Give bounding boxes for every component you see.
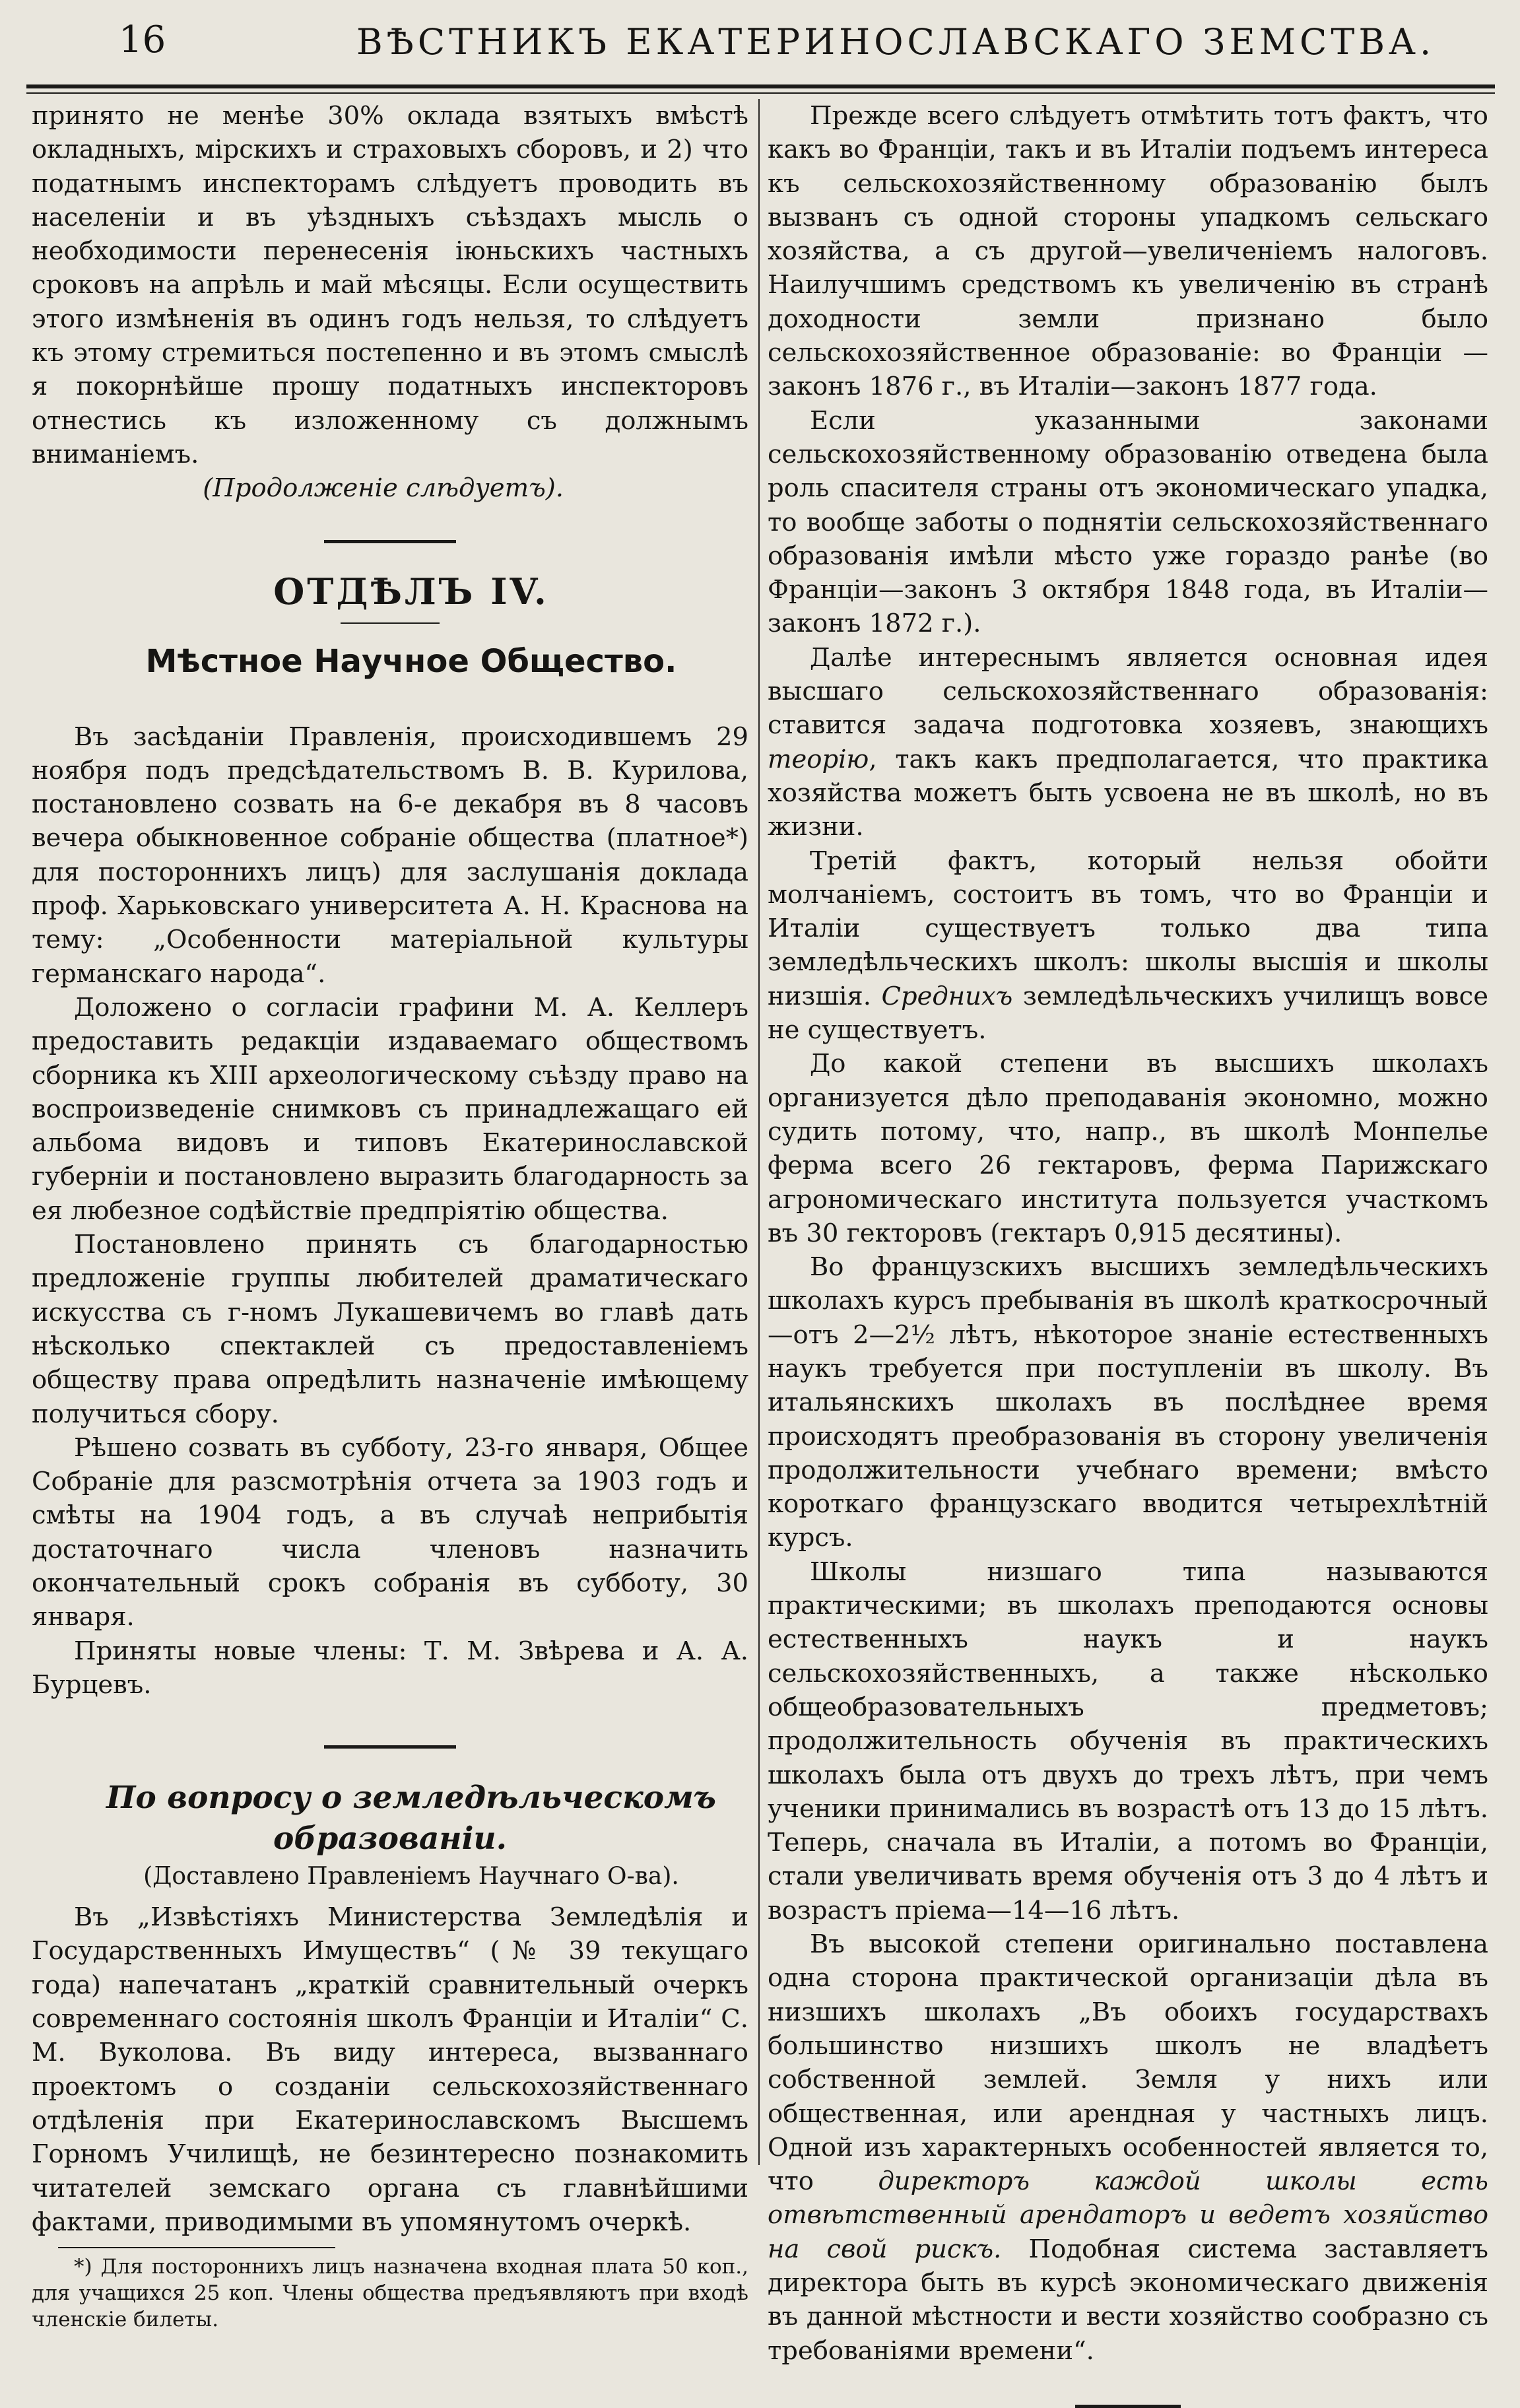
section-heading: ОТДѢЛЪ IV. xyxy=(273,570,549,613)
paragraph: Постановлено принять съ благодарностью предложеніе группы любителей драматическаго искусства съ г-номъ Лукашевичемъ во главѣ дать нѣсколько спектаклей съ предоставленіемъ обществу права опредѣлить назначеніе имѣющему получиться сбору. xyxy=(32,1230,748,1429)
footnote: *) Для постороннихъ лицъ назначена входная плата 50 коп., для учащихся 25 коп. Члены общества предъявляютъ при входѣ членскіе билеты. xyxy=(32,2255,748,2332)
article-heading: По вопросу о земледѣльческомъ образованіи. xyxy=(106,1780,716,1857)
separator-rule xyxy=(341,622,440,624)
paragraph: Приняты новые члены: Т. М. Звѣрева и А. А. Бурцевъ. xyxy=(32,1636,748,1700)
italic-text: теорію xyxy=(768,744,869,774)
column-divider xyxy=(758,99,760,2165)
paragraph: Доложено о согласіи графини М. А. Келлеръ предоставить редакціи издаваемаго обществомъ сборника къ XIII археологическому съѣзду право на воспроизведеніе снимковъ съ принадлежащаго ей альбома видовъ и типовъ Екатеринославской губерніи и постановлено выразить благодарность за ея любезное содѣйствіе предпріятію общества. xyxy=(32,992,748,1226)
continued-note: (Продолженіе слѣдуетъ). xyxy=(203,473,564,504)
separator-rule xyxy=(324,540,456,543)
text: земледѣльческихъ училищъ вовсе не существуетъ. xyxy=(768,981,1488,1046)
page-number: 16 xyxy=(119,18,166,61)
right-column xyxy=(768,99,1488,2408)
byline: (Доставлено Правленіемъ Научнаго О-ва). xyxy=(143,1863,679,1890)
paragraph: Въ засѣданіи Правленія, происходившемъ 29 ноября подъ предсѣдательствомъ В. В. Курилова, постановлено созвать на 6-е декабря въ 8 часовъ вечера обыкновенное собраніе общества (платное*) для постороннихъ лицъ) для заслушанія доклада проф. Харьковскаго университета А. Н. Краснова на тему: „Особенности матеріальной культуры германскаго народа“. xyxy=(32,721,748,989)
paragraph: Прежде всего слѣдуетъ отмѣтить тотъ фактъ, что какъ во Франціи, такъ и въ Италіи подъемъ интереса къ сельскохозяйственному образованію былъ вызванъ съ одной стороны упадкомъ сельскаго хозяйства, а съ другой—увеличеніемъ налоговъ. Наилучшимъ средствомъ къ увеличенію въ странѣ доходности земли признано было сельскохозяйственное образованіе: во Франціи — законъ 1876 г., въ Италіи—законъ 1877 года. xyxy=(768,101,1488,402)
paragraph xyxy=(768,641,1488,844)
text: Въ высокой степени оригинально поставлена одна сторона практической организаціи дѣла въ низшихъ школахъ „Въ обоихъ государствахъ большинство низшихъ школъ не владѣетъ собственной землей. Земля у нихъ или общественная, или арендная у частныхъ лицъ. Одной изъ характерныхъ особенностей является то, что xyxy=(768,1929,1488,2197)
paragraph: Если указанными законами сельскохозяйственному образованію отведена была роль спасителя страны отъ экономическаго упадка, то вообще заботы о поднятіи сельскохозяйственнаго образованія имѣли мѣсто уже гораздо ранѣе (во Франціи—законъ 3 октября 1848 года, въ Италіи—законъ 1872 г.). xyxy=(768,405,1488,639)
footnote-rule xyxy=(58,2247,335,2248)
text: Далѣе интереснымъ является основная идея высшаго сельскохозяйственнаго образованія: ставится задача подготовка хозяевъ, знающихъ xyxy=(768,642,1488,741)
paragraph xyxy=(768,844,1488,1048)
separator-rule xyxy=(324,1745,456,1749)
header-rule-thin xyxy=(26,92,1495,94)
text: Третій фактъ, который нельзя обойти молчаніемъ, состоитъ въ томъ, что во Франціи и Италіи существуетъ только два типа земледѣльческихъ школъ: школы высшія и школы низшія. xyxy=(768,846,1488,1011)
text: Подобная система заставляетъ директора быть въ курсѣ экономическаго движенія въ данной мѣстности и вести хозяйство сообразно съ требованіями времени“. xyxy=(768,2234,1488,2366)
italic-text: Среднихъ xyxy=(881,981,1013,1011)
header-rule xyxy=(26,84,1495,88)
paragraph xyxy=(768,1927,1488,2368)
left-column xyxy=(32,99,748,2333)
paragraph: Школы низшаго типа называются практическими; въ школахъ преподаются основы естественныхъ наукъ и наукъ сельскохозяйственныхъ, а также нѣсколько общеобразовательныхъ предметовъ; продолжительность обученія въ практическихъ школахъ была отъ двухъ до трехъ лѣтъ, при чемъ ученики принимались въ возрастѣ отъ 13 до 15 лѣтъ. Теперь, сначала въ Италіи, а потомъ во Франціи, стали увеличивать время обученія отъ 3 до 4 лѣтъ и возрастъ пріема—14—16 лѣтъ. xyxy=(768,1556,1488,1925)
paragraph: Рѣшено созвать въ субботу, 23-го января, Общее Собраніе для разсмотрѣнія отчета за 1903 годъ и смѣты на 1904 годъ, а въ случаѣ неприбытія достаточнаго числа членовъ назначить окончательный срокъ собранія въ субботу, 30 января. xyxy=(32,1432,748,1632)
page-header xyxy=(26,12,1495,78)
paragraph: До какой степени въ высшихъ школахъ организуется дѣло преподаванія экономно, можно судить потому, что, напр., въ школѣ Монпелье ферма всего 26 гектаровъ, ферма Парижскаго агрономическаго института пользуется участкомъ въ 30 гекторовъ (гектаръ 0,915 десятины). xyxy=(768,1049,1488,1248)
paragraph: принято не менѣе 30% оклада взятыхъ вмѣстѣ окладныхъ, мірскихъ и страховыхъ сборовъ, и 2) что податнымъ инспекторамъ слѣдуетъ проводить въ населеніи и въ уѣздныхъ съѣздахъ мысль о необходимости перенесенія іюньскихъ частныхъ сроковъ на апрѣль и май мѣсяцы. Если осуществить этого измѣненія въ одинъ годъ нельзя, то слѣдуетъ къ этому стремиться постепенно и въ этомъ смыслѣ я покорнѣйше прошу податныхъ инспекторовъ отнестись къ изложенному съ должнымъ вниманіемъ. xyxy=(32,101,748,469)
paragraph: Въ „Извѣстіяхъ Министерства Земледѣлія и Государственныхъ Имуществъ“ (№ 39 текущаго года) напечатанъ „краткій сравнительный очеркъ современнаго состоянія школъ Франціи и Италіи“ С. М. Вуколова. Въ виду интереса, вызваннаго проектомъ о созданіи сельскохозяйственнаго отдѣленія при Екатеринославскомъ Высшемъ Горномъ Училищѣ, не безинтересно познакомить читателей земскаго органа съ главнѣйшими фактами, приводимыми въ упомянутомъ очеркѣ. xyxy=(32,1902,748,2237)
text: , такъ какъ предполагается, что практика хозяйства можетъ быть усвоена не въ школѣ, но въ жизни. xyxy=(768,744,1488,842)
separator-rule xyxy=(1075,2405,1181,2408)
society-heading: Мѣстное Научное Общество. xyxy=(145,642,677,680)
running-title: ВѢСТНИКЪ ЕКАТЕРИНОСЛАВСКАГО ЗЕМСТВА. xyxy=(356,21,1436,63)
italic-text: директоръ каждой школы есть отвѣтственный арендаторъ и ведетъ хозяйство на свой рискъ. xyxy=(768,2166,1489,2264)
paragraph: Во французскихъ высшихъ земледѣльческихъ школахъ курсъ пребыванія въ школѣ краткосрочный—отъ 2—2½ лѣтъ, нѣкоторое знаніе естественныхъ наукъ требуется при поступленіи въ школу. Въ итальянскихъ школахъ въ послѣднее время происходятъ преобразованія въ сторону увеличенія продолжительности учебнаго времени; вмѣсто короткаго французскаго вводится четырехлѣтній курсъ. xyxy=(768,1252,1488,1553)
